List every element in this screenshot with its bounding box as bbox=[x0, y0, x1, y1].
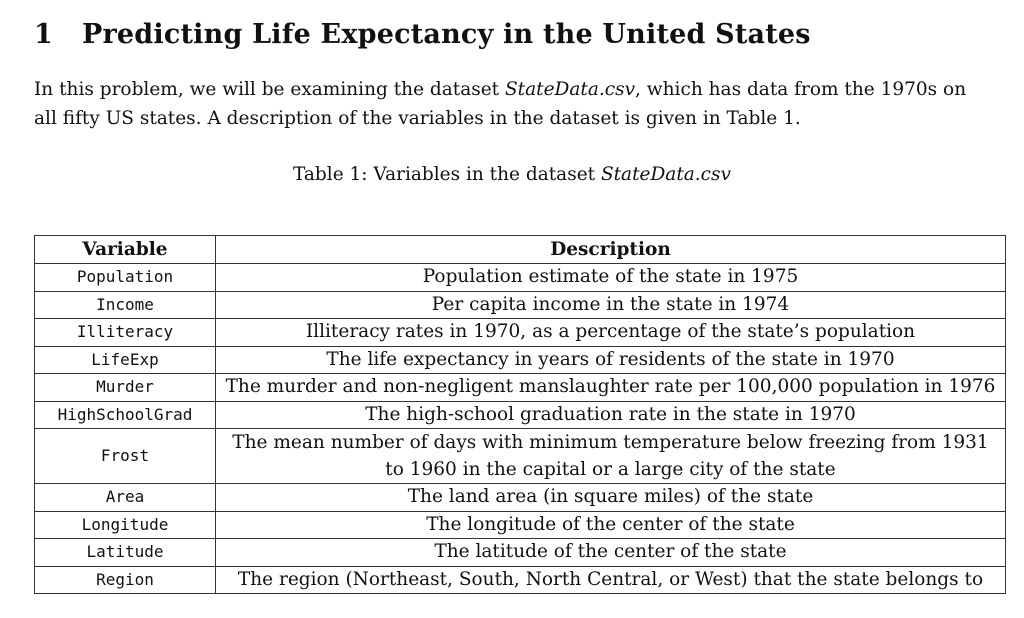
variable-cell: HighSchoolGrad bbox=[35, 401, 216, 429]
table-row bbox=[35, 401, 1006, 429]
header-variable: Variable bbox=[35, 236, 216, 264]
header-description: Description bbox=[216, 236, 1006, 264]
variable-cell: Murder bbox=[35, 374, 216, 402]
variable-cell: Area bbox=[35, 484, 216, 512]
description-cell: The longitude of the center of the state bbox=[216, 511, 1006, 539]
description-cell: The land area (in square miles) of the state bbox=[216, 484, 1006, 512]
table-row bbox=[35, 374, 1006, 402]
description-cell: The high-school graduation rate in the state in 1970 bbox=[216, 401, 1006, 429]
table-row bbox=[35, 429, 1006, 484]
description-cell: The murder and non-negligent manslaughter rate per 100,000 population in 1976 bbox=[216, 374, 1006, 402]
description-cell: The region (Northeast, South, North Central, or West) that the state belongs to bbox=[216, 566, 1006, 594]
description-cell: The mean number of days with minimum temperature below freezing from 1931 to 1960 in the capital or a large city of the state bbox=[216, 429, 1006, 484]
table-row bbox=[35, 291, 1006, 319]
variable-cell: Frost bbox=[35, 429, 216, 484]
intro-dataset-name: StateData.csv bbox=[505, 79, 636, 100]
description-cell: Population estimate of the state in 1975 bbox=[216, 264, 1006, 292]
variable-cell: Longitude bbox=[35, 511, 216, 539]
description-cell: The latitude of the center of the state bbox=[216, 539, 1006, 567]
intro-paragraph bbox=[34, 75, 992, 133]
variable-cell: Illiteracy bbox=[35, 319, 216, 347]
variable-cell: Region bbox=[35, 566, 216, 594]
section-heading bbox=[34, 16, 811, 54]
variables-table bbox=[34, 235, 1006, 594]
caption-prefix: Table 1: Variables in the dataset bbox=[293, 164, 601, 185]
description-cell: The life expectancy in years of residents of the state in 1970 bbox=[216, 346, 1006, 374]
table-row bbox=[35, 264, 1006, 292]
variable-cell: Latitude bbox=[35, 539, 216, 567]
table-row bbox=[35, 566, 1006, 594]
table-row bbox=[35, 511, 1006, 539]
table-header-row bbox=[35, 236, 1006, 264]
section-title: Predicting Life Expectancy in the United States bbox=[82, 19, 811, 50]
section-number: 1 bbox=[34, 19, 53, 50]
description-cell: Illiteracy rates in 1970, as a percentage of the state’s population bbox=[216, 319, 1006, 347]
variable-cell: LifeExp bbox=[35, 346, 216, 374]
variable-cell: Population bbox=[35, 264, 216, 292]
caption-dataset-name: StateData.csv bbox=[600, 164, 731, 185]
table-caption bbox=[0, 161, 1024, 189]
table-row bbox=[35, 484, 1006, 512]
description-cell: Per capita income in the state in 1974 bbox=[216, 291, 1006, 319]
variable-cell: Income bbox=[35, 291, 216, 319]
intro-text-after: , which has data from the 1970s on all fifty US states. A description of the variables in the dataset is given in Table 1. bbox=[34, 79, 967, 129]
table-row bbox=[35, 539, 1006, 567]
intro-text-before: In this problem, we will be examining the dataset bbox=[34, 79, 505, 100]
table-row bbox=[35, 346, 1006, 374]
table-row bbox=[35, 319, 1006, 347]
